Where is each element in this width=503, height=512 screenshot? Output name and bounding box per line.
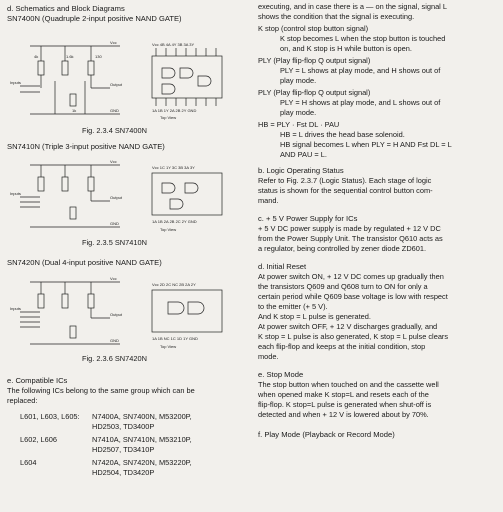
compat-line: HD2503, TD3400P [92,422,155,431]
right-para: executing, and in case there is a — on the signal, signal L [258,2,447,11]
initial-reset-heading: d. Initial Reset [258,262,307,271]
pin-labels-top: Vcc 4B 4A 4Y 3B 3A 3Y [152,42,195,47]
play-mode-heading: f. Play Mode (Playback or Record Mode) [258,430,395,439]
top-view-label: Top View [160,115,177,120]
hb-text: HB = L drives the head base solenoid. [280,130,405,139]
gnd-label: GND [110,108,119,113]
pin-labels-top-2: Vcc 1C 1Y 3C 3B 3A 3Y [152,165,195,170]
ply-text: play mode. [280,108,317,117]
top-view-label-2: Top View [160,227,177,232]
compat-line: HD2504, TD3420P [92,468,155,477]
fig-234-caption: Fig. 2.3.4 SN7400N [82,126,147,135]
heading-schematics: d. Schematics and Block Diagrams [7,4,125,13]
logic-status-text: mand. [258,196,279,205]
ply-bar-text: PLY = L shows at play mode, and H shows out of [280,66,441,75]
output-label: Output [110,82,123,87]
compat-intro-1: The following ICs belong to the same group which can be [7,386,195,395]
kstop-heading: K stop (control stop button signal) [258,24,369,33]
r4-label: 1k [72,108,77,113]
compat-line: N7420A, SN7420N, M53220P, [92,458,192,467]
initial-reset-text: K stop = L pulse is also generated, K stop = L pulse clears [258,332,449,341]
inputs-label-2: Inputs [10,191,21,196]
logic-status-text: Refer to Fig. 2.3.7 (Logic Status). Each stage of logic [258,176,432,185]
right-para: shows the condition that the signal is executing. [258,12,415,21]
r2-label: 1.6k [66,54,74,59]
initial-reset-text: At power switch ON, + 12 V DC comes up gradually then [258,272,444,281]
vcc-label-2: Vcc [110,159,117,164]
stop-mode-heading: e. Stop Mode [258,370,304,379]
initial-reset-text: the transistors Q609 and Q608 turn to ON for only a [258,282,428,291]
heading-compatible: e. Compatible ICs [7,376,68,385]
sn7400-title: SN7400N (Quadruple 2-input positive NAND GATE) [7,14,182,23]
ply-bar-heading: PLY (Play flip-flop Q output signal) [258,56,371,65]
fig-235-caption: Fig. 2.3.5 SN7410N [82,238,147,247]
compat-line: N7400A, SN7400N, M53200P, [92,412,192,421]
r1-label: 4k [34,54,39,59]
compat-line: HD2507, TD3410P [92,445,155,454]
inputs-label-3: Inputs [10,306,21,311]
power-supply-text: a regulator, being controlled by zener diode ZD601. [258,244,427,253]
pin-labels-top-3: Vcc 2D 2C NC 2B 2A 2Y [152,282,196,287]
compat-key: L604 [20,458,37,467]
stop-mode-text: flip-flop. K stop=L pulse is generated when shut-off is [258,400,432,409]
initial-reset-text: At power switch OFF, + 12 V discharges gradually, and [258,322,438,331]
initial-reset-text: each flip-flop and keeps at the initial condition, stop [258,342,426,351]
output-label-3: Output [110,312,123,317]
hb-heading: HB = PLY · Fst DL · PAU [258,120,340,129]
stop-mode-text: when opened make K stop=L and resets each of the [258,390,429,399]
power-supply-text: + 5 V DC power supply is made by regulated + 12 V DC [258,224,441,233]
ply-heading: PLY (Play flip-flop Q output signal) [258,88,371,97]
ply-bar-text: play mode. [280,76,317,85]
initial-reset-text: certain period while Q609 base voltage is low with respect [258,292,448,301]
vcc-label-3: Vcc [110,276,117,281]
r3-label: 130 [95,54,102,59]
power-supply-heading: c. + 5 V Power Supply for ICs [258,214,358,223]
sn7420-title: SN7420N (Dual 4-input positive NAND GATE) [7,258,162,267]
fig-236-caption: Fig. 2.3.6 SN7420N [82,354,147,363]
gnd-label-3: GND [110,338,119,343]
hb-text: AND PAU = L. [280,150,327,159]
compat-intro-2: replaced: [7,396,38,405]
logic-status-text: status is shown for the sequential control button com- [258,186,433,195]
sn7410-schematic [10,155,250,235]
compat-key: L602, L606 [20,435,57,444]
top-view-label-3: Top View [160,344,177,349]
initial-reset-text: to the emitter (+ 5 V). [258,302,328,311]
vcc-label: Vcc [110,40,117,45]
gnd-label-2: GND [110,221,119,226]
power-supply-text: from the Power Supply Unit. The transistor Q610 acts as [258,234,443,243]
sn7420-schematic [10,272,250,352]
initial-reset-text: mode. [258,352,279,361]
pin-labels-bottom-3: 1A 1B NC 1C 1D 1Y GND [152,336,198,341]
logic-status-heading: b. Logic Operating Status [258,166,344,175]
kstop-text: K stop becomes L when the stop button is touched [280,34,446,43]
stop-mode-text: The stop button when touched on and the cassette well [258,380,439,389]
ply-text: PLY = H shows at play mode, and L shows out of [280,98,441,107]
initial-reset-text: And K stop = L pulse is generated. [258,312,371,321]
pin-labels-bottom: 1A 1B 1Y 2A 2B 2Y GND [152,108,197,113]
sn7400-schematic [10,26,250,122]
inputs-label: Inputs [10,80,21,85]
kstop-text: on, and K stop is H while button is open. [280,44,412,53]
output-label-2: Output [110,195,123,200]
pin-labels-bottom-2: 1A 1B 2A 2B 2C 2Y GND [152,219,197,224]
compat-key: L601, L603, L605: [20,412,80,421]
sn7410-title: SN7410N (Triple 3-input positive NAND GATE) [7,142,165,151]
compat-line: N7410A, SN7410N, M53210P, [92,435,192,444]
hb-text: HB signal becomes L when PLY = H AND Fst DL = L [280,140,452,149]
stop-mode-text: detected and when + 12 V is lowered about by 70%. [258,410,429,419]
